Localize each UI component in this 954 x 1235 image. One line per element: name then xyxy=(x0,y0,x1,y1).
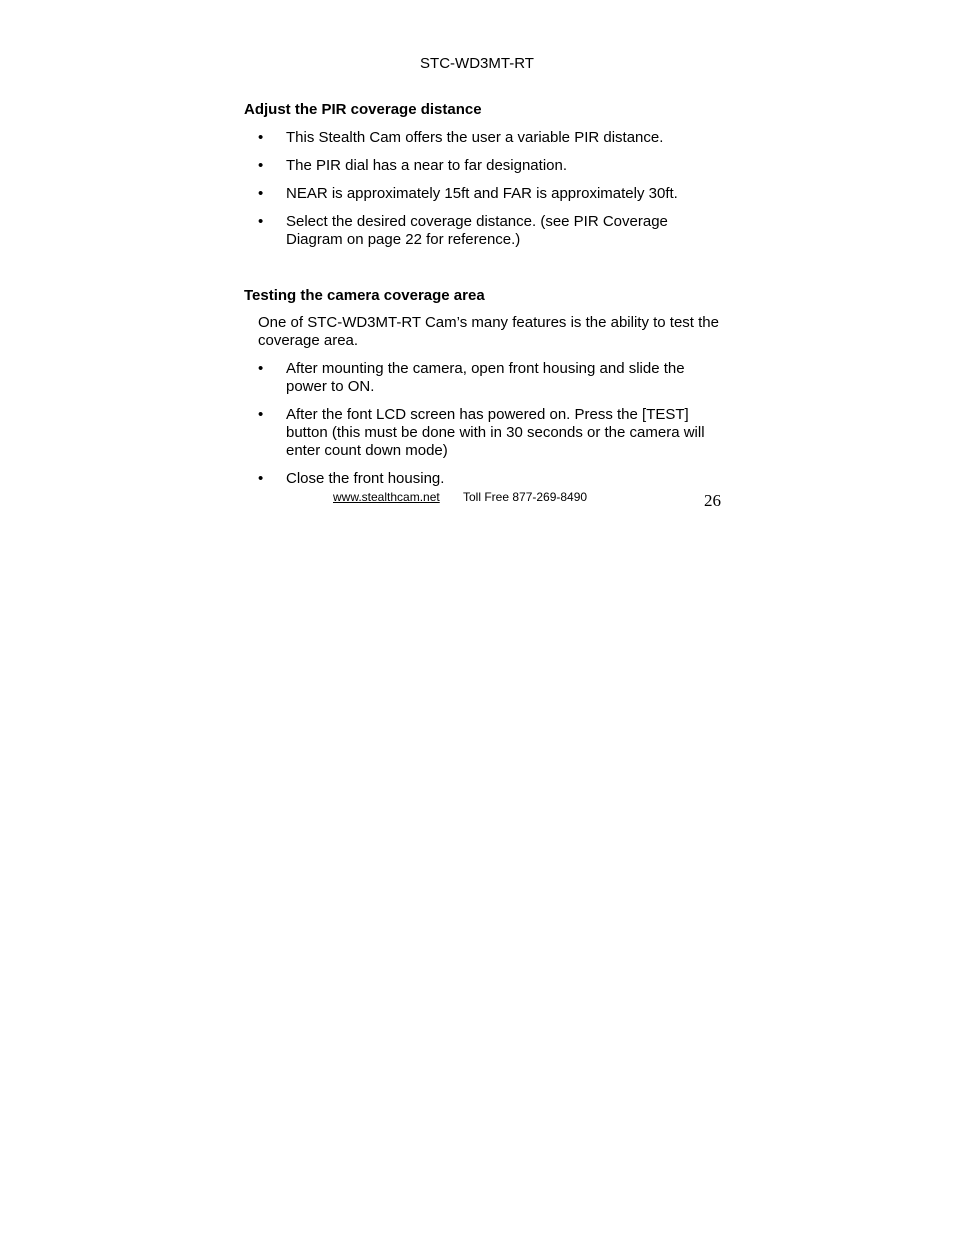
list-item xyxy=(244,213,724,249)
testing-coverage-intro: One of STC-WD3MT-RT Cam’s many features is the ability to test the coverage area. xyxy=(258,314,719,349)
bullet-icon: • xyxy=(258,185,264,202)
bullet-icon: • xyxy=(258,129,264,146)
bullet-icon: • xyxy=(258,360,264,377)
section-heading-pir-distance: Adjust the PIR coverage distance xyxy=(244,101,482,118)
list-item xyxy=(244,157,724,175)
bullet-icon: • xyxy=(258,406,264,423)
page-number: 26 xyxy=(704,491,721,510)
list-item xyxy=(244,185,724,203)
list-item xyxy=(244,360,724,396)
pir-distance-bullet-list xyxy=(244,129,724,259)
page-header-title: STC-WD3MT-RT xyxy=(420,55,534,72)
list-item-text: After the font LCD screen has powered on. Press the [TEST] button (this must be done with in 30 seconds or the camera will enter count down mode) xyxy=(286,406,705,459)
list-item-text: Close the front housing. xyxy=(286,470,445,487)
bullet-icon: • xyxy=(258,213,264,230)
bullet-icon: • xyxy=(258,470,264,487)
list-item-text: NEAR is approximately 15ft and FAR is approximately 30ft. xyxy=(286,185,678,202)
section-heading-testing-coverage: Testing the camera coverage area xyxy=(244,287,485,304)
list-item xyxy=(244,470,724,488)
list-item-text: Select the desired coverage distance. (see PIR Coverage Diagram on page 22 for reference.) xyxy=(286,213,668,248)
bullet-icon: • xyxy=(258,157,264,174)
testing-coverage-bullet-list xyxy=(244,360,724,498)
list-item-text: This Stealth Cam offers the user a variable PIR distance. xyxy=(286,129,664,146)
list-item-text: The PIR dial has a near to far designation. xyxy=(286,157,568,174)
footer-website-link[interactable]: www.stealthcam.net xyxy=(333,490,440,504)
footer-phone-number: Toll Free 877-269-8490 xyxy=(463,490,588,504)
list-item xyxy=(244,406,724,460)
list-item-text: After mounting the camera, open front housing and slide the power to ON. xyxy=(286,360,685,395)
list-item xyxy=(244,129,724,147)
